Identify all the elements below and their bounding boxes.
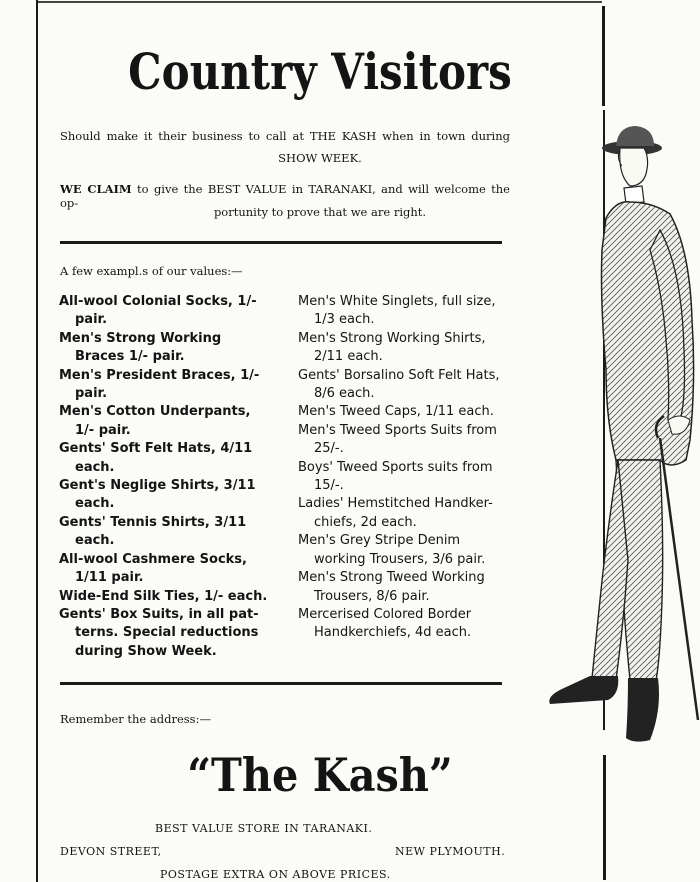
claim-text: to give the BEST VALUE in TARANAKI, and will welcome the op- — [60, 182, 510, 210]
price-item: Gents' Soft Felt Hats, 4/11 each. — [59, 441, 253, 475]
price-item: Men's Cotton Underpants, 1/- pair. — [59, 404, 251, 438]
price-item: Gents' Borsalino Soft Felt Hats, 8/6 each. — [298, 367, 500, 402]
price-item: Men's Tweed Sports Suits from 25/-. — [298, 422, 497, 457]
price-item: Men's Strong Working Shirts, 2/11 each. — [298, 330, 486, 365]
price-item: Men's President Braces, 1/- pair. — [59, 367, 260, 402]
price-item: Gents' Box Suits, in all pat- terns. Special reductions during Show Week. — [59, 606, 259, 659]
right-price-list — [298, 293, 508, 643]
town-name: NEW PLYMOUTH. — [395, 845, 506, 858]
examples-heading: A few exampl.s of our values:— — [60, 264, 243, 278]
gentleman-illustration — [520, 120, 700, 760]
price-item: Boys' Tweed Sports suits from 15/-. — [298, 459, 493, 494]
price-item: Men's Strong Working Braces 1/- pair. — [59, 330, 222, 365]
price-item: All-wool Colonial Socks, 1/- pair. — [59, 294, 257, 328]
price-item: Gent's Neglige Shirts, 3/11 each. — [59, 478, 256, 512]
intro-line — [36, 151, 604, 165]
price-item: Men's Grey Stripe Denim working Trousers, 3/6 pair. — [298, 533, 486, 567]
divider — [60, 682, 502, 685]
divider — [60, 241, 502, 244]
show-week: SHOW WEEK. — [278, 151, 362, 165]
right-border — [602, 6, 605, 106]
street-address: DEVON STREET, — [60, 845, 162, 858]
left-price-list — [59, 293, 269, 661]
price-item: Mercerised Colored Border Handkerchiefs, 4d each. — [298, 606, 472, 641]
remember-address: Remember the address:— — [60, 712, 211, 726]
claim-line-continued: portunity to prove that we are right. — [213, 205, 427, 219]
price-item: All-wool Cashmere Socks, 1/11 pair. — [59, 551, 247, 586]
price-item: Ladies' Hemstitched Handker- chiefs, 2d each. — [298, 496, 493, 530]
price-item: Men's Strong Tweed Working Trousers, 8/6 pair. — [298, 570, 485, 604]
price-item: Wide-End Silk Ties, 1/- each. — [59, 588, 268, 604]
headline: Country Visitors — [128, 42, 512, 101]
store-name: “The Kash” — [187, 748, 453, 802]
price-item: Men's Tweed Caps, 1/11 each. — [298, 404, 494, 420]
intro-line: Should make it their business to call at THE KASH when in town during — [60, 129, 510, 143]
price-item: Men's White Singlets, full size, 1/3 each. — [298, 294, 496, 328]
price-item: Gents' Tennis Shirts, 3/11 each. — [59, 514, 247, 549]
postage-note: POSTAGE EXTRA ON ABOVE PRICES. — [160, 868, 391, 881]
claim-bold: WE CLAIM — [60, 182, 132, 196]
right-border — [603, 755, 606, 880]
store-tagline: BEST VALUE STORE IN TARANAKI. — [155, 822, 373, 835]
